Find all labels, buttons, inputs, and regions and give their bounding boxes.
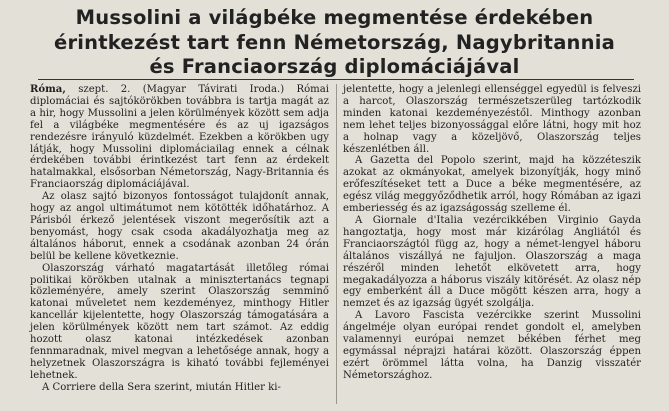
headline-line-3: és Franciaország diplomáciájával — [149, 55, 520, 78]
paragraph-text: szept. 2. (Magyar Távirati Iroda.) Római diplomáciai és sajtókörökben továbbra is tartja magát az a hir, hogy Mussolini a jelen körülmények között sem adja fel a világbéke megmentésére és az uj igazságos rendezésre irányuló küzdelmét. Ezekben a körökben ugy látják, hogy Mussolini diplomáciailag ennek a célnak érdekében további érintkezést tart fenn az érdekelt hatalmakkal, elsősorban Németország, Nagy-Britannia és Franciaország diplomáciájával. — [30, 84, 330, 191]
left-column — [30, 84, 329, 394]
paragraph: Olaszország várható magatartását illetőleg római politikai körökben utalnak a minisztertanács tegnapi közleményére, amely szerint Olaszország semminő katonai műveletet nem kezdeményez, minthogy Hitler kancellár kijelentette, hogy Olaszország támogatására a jelen körülmények között nem tart számot. Az eddig hozott olasz katonai intézkedések azonban fennmaradnak, mivel megvan a lehetősége annak, hogy a helyzetnek Olaszországra is kiható további fejleményei lehetnek. — [30, 262, 329, 381]
paragraph: A Giornale d'Italia vezércikkében Virginio Gayda hangoztatja, hogy most már kizárólag Angliától és Franciaországtól függ az, hogy a német-lengyel háboru általános viszállyá ne fajuljon. Olaszország a maga részéről minden lehetőt elkövetett arra, hogy megakadályozza a háborus viszály kitörését. Az olasz nép egy emberként áll a Duce mögött készen arra, hogy a nemzet és az igazság ügyét szolgálja. — [343, 214, 641, 310]
paragraph: A Corriere della Sera szerint, miután Hitler ki- — [42, 381, 281, 393]
headline-line-1: Mussolini a világbéke megmentése érdekében — [75, 6, 594, 29]
paragraph: A Lavoro Fascista vezércikke szerint Mussolini ángelméje olyan európai rendet gondolt el, amelyben valamennyi európai nemzet békében férhet meg egymással néprajzi határai között. Olaszország éppen ezért örömmel látta volna, ha Danzig visszatér Németországhoz. — [343, 310, 641, 381]
paragraph: jelentette, hogy a jelenlegi ellenséggel egyedül is felveszi a harcot, Olaszország természetszerüleg tartózkodik minden katonai kezdeményezéstől. Minthogy azonban nem lehet teljes bizonyossággal előre látni, hogy mit hoz a holnap vagy a közeljövő, Olaszország teljes készenlétben áll. — [343, 84, 641, 155]
headline-rule — [38, 79, 634, 80]
article-headline — [0, 6, 669, 80]
right-column — [343, 84, 641, 382]
headline-line-2: érintkezést tart fenn Németország, Nagybritannia — [54, 30, 615, 54]
paragraph: A Gazetta del Popolo szerint, majd ha közzéteszik azokat az okmányokat, amelyek bizonyítják, hogy minő erőfeszítéseket tett a Duce a béke megmentésére, az egész világ meggyőződhetik arról, hogy Rómában az igazi emberiesség és az igazságosság szelleme él. — [343, 155, 641, 215]
dateline: Róma, — [30, 84, 66, 95]
paragraph: Az olasz sajtó bizonyos fontosságot tulajdonít annak, hogy az angol ultimátumot nem kötötték időhatárhoz. A Párisból érkező jelentések viszont megerősítik azt a benyomást, hogy csak csoda akadályozhatja meg az általános háborut, ennek a csodának azonban 24 órán belül be kellene következnie. — [30, 191, 329, 262]
paragraph — [30, 84, 329, 191]
column-divider — [336, 84, 337, 404]
